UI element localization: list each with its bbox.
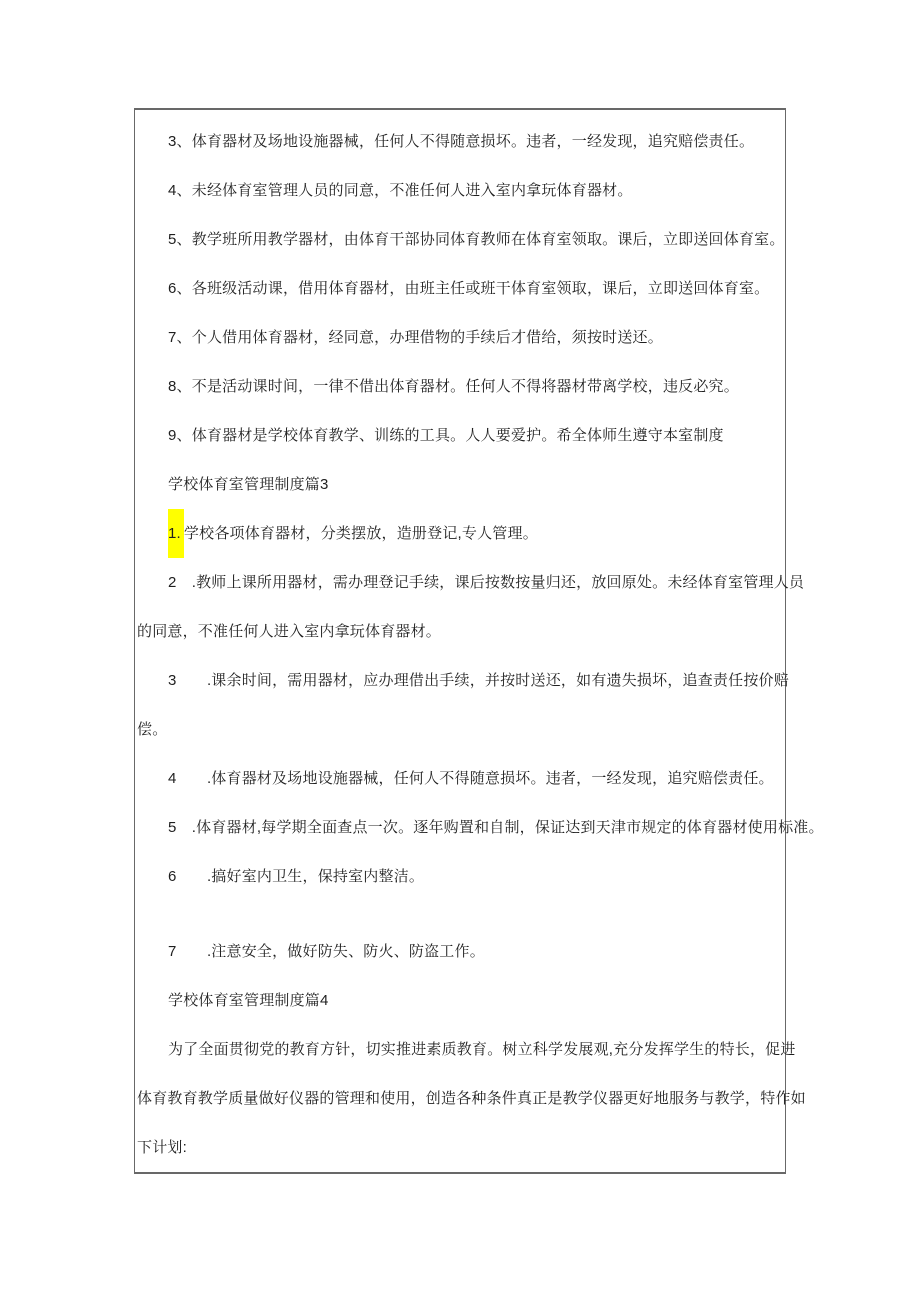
text-line: 4 .体育器材及场地设施器械，任何人不得随意损坏。违者，一经发现，追究赔偿责任。 [168, 770, 774, 787]
text-line: 2 .教师上课所用器材，需办理登记手续，课后按数按量归还，放回原处。未经体育室管理人员 [168, 574, 805, 591]
text-line: 4、未经体育室管理人员的同意，不准任何人进入室内拿玩体育器材。 [168, 182, 633, 199]
text-line: 3、体育器材及场地设施器械，任何人不得随意损坏。违者，一经发现，追究赔偿责任。 [168, 133, 755, 150]
text-line: 5 .体育器材,每学期全面查点一次。逐年购置和自制，保证达到天津市规定的体育器材使用标准。 [168, 819, 824, 836]
text-line: 5、教学班所用教学器材，由体育干部协同体育教师在体育室领取。课后，立即送回体育室。 [168, 231, 785, 248]
text-line: 体育教育教学质量做好仪器的管理和使用，创造各种条件真正是教学仪器更好地服务与教学，特作如 [137, 1090, 806, 1107]
text-line: 为了全面贯彻党的教育方针，切实推进素质教育。树立科学发展观,充分发挥学生的特长，促进 [168, 1041, 796, 1058]
section-heading: 学校体育室管理制度篇4 [168, 992, 329, 1009]
text-line: 6、各班级活动课，借用体育器材，由班主任或班干体育室领取，课后，立即送回体育室。 [168, 280, 770, 297]
blank-line [137, 901, 785, 927]
text-line: 偿。 [137, 721, 168, 738]
text-line: 的同意，不准任何人进入室内拿玩体育器材。 [137, 623, 442, 640]
text-line: 6 .搞好室内卫生，保持室内整洁。 [168, 868, 425, 885]
document-body [137, 117, 824, 1172]
line-text: 学校各项体育器材，分类摆放，造册登记,专人管理。 [183, 525, 538, 542]
document-border-box [134, 108, 824, 1174]
text-line: 下计划: [137, 1139, 187, 1156]
text-line: 3 .课余时间，需用器材，应办理借出手续，并按时送还，如有遗失损坏，追查责任按价赔 [168, 672, 789, 689]
text-line: 7 .注意安全，做好防失、防火、防盗工作。 [168, 943, 485, 960]
text-line [137, 509, 785, 558]
text-line: 8、不是活动课时间，一律不借出体育器材。任何人不得将器材带离学校，违反必究。 [168, 378, 739, 395]
highlight-mark: 1. [168, 509, 184, 558]
text-line: 9、体育器材是学校体育教学、训练的工具。人人要爱护。希全体师生遵守本室制度 [168, 427, 724, 444]
section-heading: 学校体育室管理制度篇3 [168, 476, 329, 493]
text-line: 7、个人借用体育器材，经同意，办理借物的手续后才借给，须按时送还。 [168, 329, 663, 346]
